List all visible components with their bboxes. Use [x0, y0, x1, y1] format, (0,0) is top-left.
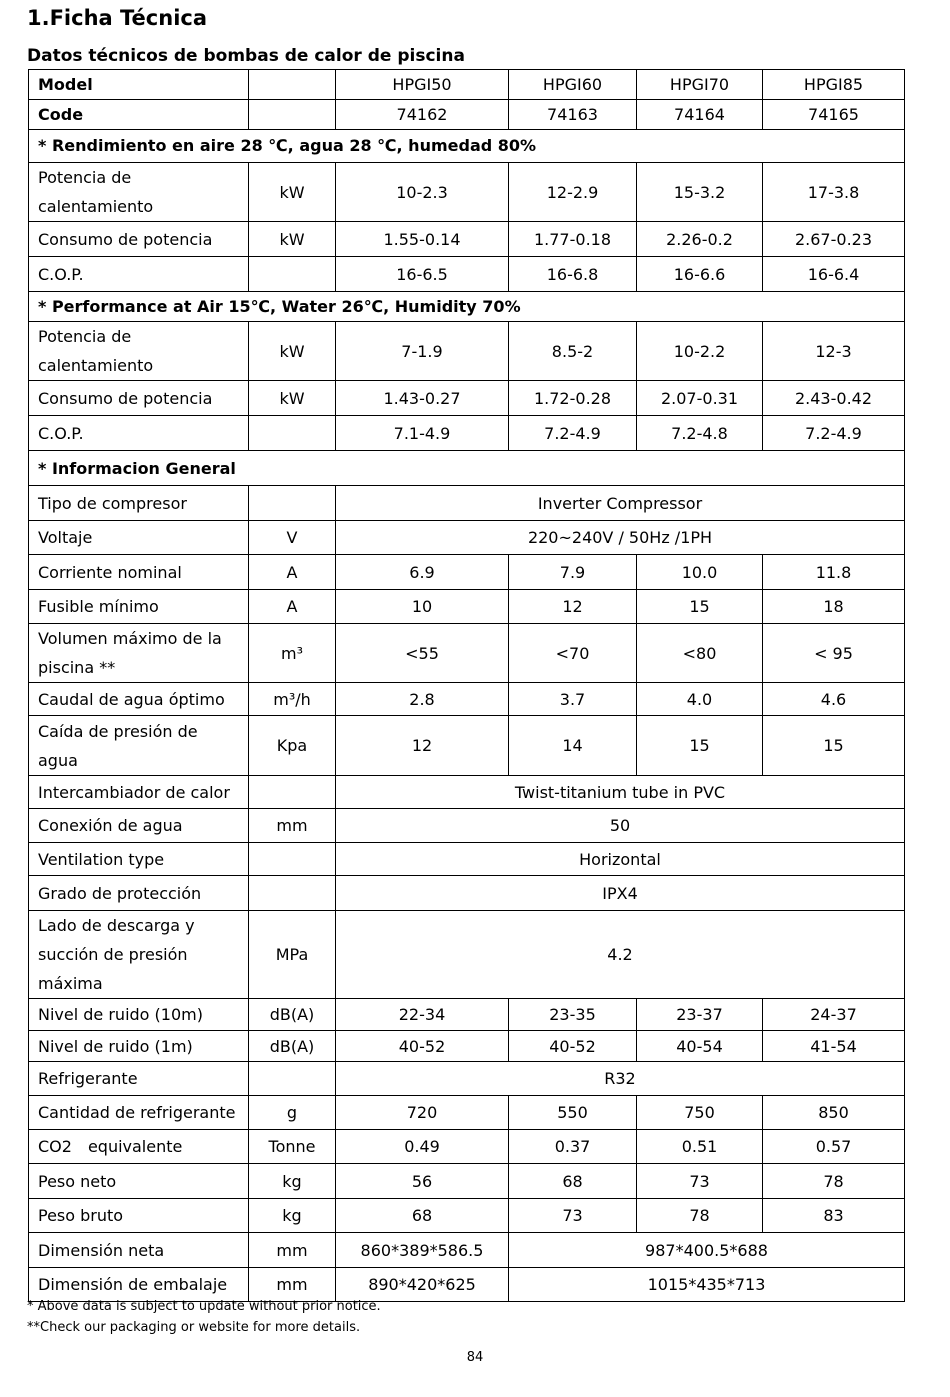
- cell-value: 0.51: [637, 1130, 763, 1164]
- row-unit: A: [249, 555, 336, 590]
- cell-value: 23-35: [509, 999, 637, 1031]
- row-label: Potencia de calentamiento: [29, 322, 249, 381]
- cell-value: 3.7: [509, 683, 637, 716]
- cell-value: 18: [763, 590, 905, 624]
- table-row: [29, 776, 905, 809]
- cell-value: 74162: [336, 100, 509, 130]
- row-unit: [249, 257, 336, 292]
- cell-value: 7.9: [509, 555, 637, 590]
- row-unit: kW: [249, 381, 336, 416]
- table-row: [29, 683, 905, 716]
- cell-value: 23-37: [637, 999, 763, 1031]
- section-heading: * Rendimiento en aire 28 ℃, agua 28 ℃, humedad 80%: [29, 130, 905, 163]
- cell-value: 50: [336, 809, 905, 843]
- cell-value: 220~240V / 50Hz /1PH: [336, 521, 905, 555]
- row-unit: [249, 1062, 336, 1096]
- row-unit: kW: [249, 222, 336, 257]
- row-unit: [249, 416, 336, 451]
- cell-value: 68: [509, 1164, 637, 1199]
- table-row: [29, 876, 905, 911]
- cell-value: 10.0: [637, 555, 763, 590]
- cell-value: 16-6.4: [763, 257, 905, 292]
- table-row: [29, 1031, 905, 1062]
- section-row-performance-28: [29, 130, 905, 163]
- cell-value: 56: [336, 1164, 509, 1199]
- cell-value: 987*400.5*688: [509, 1233, 905, 1268]
- cell-value: 0.57: [763, 1130, 905, 1164]
- cell-value: 0.37: [509, 1130, 637, 1164]
- cell-value: 78: [637, 1199, 763, 1233]
- cell-value: 2.8: [336, 683, 509, 716]
- row-label: Potencia de calentamiento: [29, 163, 249, 222]
- table-row: [29, 222, 905, 257]
- cell-value: 73: [509, 1199, 637, 1233]
- cell-value: 2.67-0.23: [763, 222, 905, 257]
- table-row: [29, 1130, 905, 1164]
- cell-value: 6.9: [336, 555, 509, 590]
- cell-value: 83: [763, 1199, 905, 1233]
- row-unit: kg: [249, 1199, 336, 1233]
- cell-value: 4.0: [637, 683, 763, 716]
- cell-value: 1015*435*713: [509, 1268, 905, 1302]
- row-label: Tipo de compresor: [29, 486, 249, 521]
- cell-value: 24-37: [763, 999, 905, 1031]
- cell-value: < 95: [763, 624, 905, 683]
- cell-value: 12-3: [763, 322, 905, 381]
- spec-table: [28, 69, 905, 1302]
- row-label: Consumo de potencia: [29, 222, 249, 257]
- cell-value: 7.2-4.8: [637, 416, 763, 451]
- table-row: [29, 1199, 905, 1233]
- cell-value: 11.8: [763, 555, 905, 590]
- row-label: Fusible mínimo: [29, 590, 249, 624]
- cell-value: 10-2.3: [336, 163, 509, 222]
- cell-value: 7.2-4.9: [763, 416, 905, 451]
- table-row: [29, 590, 905, 624]
- cell-value: 12-2.9: [509, 163, 637, 222]
- cell-value: 41-54: [763, 1031, 905, 1062]
- row-unit: kW: [249, 322, 336, 381]
- cell-value: IPX4: [336, 876, 905, 911]
- row-unit: m³/h: [249, 683, 336, 716]
- model-hpgi70: HPGI70: [637, 70, 763, 100]
- cell-value: 7.2-4.9: [509, 416, 637, 451]
- table-row: [29, 624, 905, 683]
- cell-value: 550: [509, 1096, 637, 1130]
- cell-value: 17-3.8: [763, 163, 905, 222]
- row-label: Nivel de ruido (1m): [29, 1031, 249, 1062]
- section-row-general: [29, 451, 905, 486]
- cell-value: 8.5-2: [509, 322, 637, 381]
- table-row: [29, 809, 905, 843]
- cell-value: 1.55-0.14: [336, 222, 509, 257]
- row-label: Corriente nominal: [29, 555, 249, 590]
- table-row-model: [29, 70, 905, 100]
- cell-value: 74165: [763, 100, 905, 130]
- row-label: Grado de protección: [29, 876, 249, 911]
- table-title: Datos técnicos de bombas de calor de piscina: [27, 46, 465, 66]
- row-label: C.O.P.: [29, 257, 249, 292]
- row-label: Cantidad de refrigerante: [29, 1096, 249, 1130]
- cell-value: 7.1-4.9: [336, 416, 509, 451]
- table-row: [29, 716, 905, 776]
- cell-value: 10: [336, 590, 509, 624]
- cell-value: 40-54: [637, 1031, 763, 1062]
- cell-value: 40-52: [509, 1031, 637, 1062]
- row-label: Refrigerante: [29, 1062, 249, 1096]
- row-label: Dimensión de embalaje: [29, 1268, 249, 1302]
- row-unit: mm: [249, 1233, 336, 1268]
- row-label: Lado de descarga y succión de presión máxima: [29, 911, 249, 999]
- cell-value: 2.07-0.31: [637, 381, 763, 416]
- cell-value: 2.43-0.42: [763, 381, 905, 416]
- cell-value: 15-3.2: [637, 163, 763, 222]
- table-row: [29, 1164, 905, 1199]
- row-unit: [249, 776, 336, 809]
- cell-value: 860*389*586.5: [336, 1233, 509, 1268]
- section-heading: * Informacion General: [29, 451, 905, 486]
- model-hpgi85: HPGI85: [763, 70, 905, 100]
- table-row: [29, 911, 905, 999]
- table-row: [29, 322, 905, 381]
- row-label: Consumo de potencia: [29, 381, 249, 416]
- row-unit: [249, 486, 336, 521]
- row-label: CO2 equivalente: [29, 1130, 249, 1164]
- cell-value: <55: [336, 624, 509, 683]
- row-label: Caudal de agua óptimo: [29, 683, 249, 716]
- cell-value: 850: [763, 1096, 905, 1130]
- table-row: [29, 416, 905, 451]
- row-label: Model: [29, 70, 249, 100]
- cell-value: 73: [637, 1164, 763, 1199]
- row-unit: mm: [249, 1268, 336, 1302]
- row-unit: MPa: [249, 911, 336, 999]
- row-unit: mm: [249, 809, 336, 843]
- row-unit: dB(A): [249, 1031, 336, 1062]
- cell-value: 40-52: [336, 1031, 509, 1062]
- cell-value: 0.49: [336, 1130, 509, 1164]
- row-unit: Tonne: [249, 1130, 336, 1164]
- section-row-performance-15: [29, 292, 905, 322]
- row-unit: Kpa: [249, 716, 336, 776]
- cell-value: 14: [509, 716, 637, 776]
- row-unit: m³: [249, 624, 336, 683]
- cell-value: 1.72-0.28: [509, 381, 637, 416]
- row-unit: dB(A): [249, 999, 336, 1031]
- cell-value: 720: [336, 1096, 509, 1130]
- cell-value: 12: [336, 716, 509, 776]
- table-row: [29, 999, 905, 1031]
- table-row: [29, 486, 905, 521]
- row-label: Peso bruto: [29, 1199, 249, 1233]
- cell-value: 15: [637, 590, 763, 624]
- table-row: [29, 381, 905, 416]
- cell-value: 4.6: [763, 683, 905, 716]
- row-unit: [249, 876, 336, 911]
- cell-value: 16-6.8: [509, 257, 637, 292]
- cell-value: 15: [637, 716, 763, 776]
- table-row: [29, 1062, 905, 1096]
- cell-value: 2.26-0.2: [637, 222, 763, 257]
- model-hpgi50: HPGI50: [336, 70, 509, 100]
- cell-value: 15: [763, 716, 905, 776]
- cell-value: Inverter Compressor: [336, 486, 905, 521]
- row-unit: g: [249, 1096, 336, 1130]
- row-label: Dimensión neta: [29, 1233, 249, 1268]
- row-unit: [249, 70, 336, 100]
- footnote: * Above data is subject to update without prior notice.: [27, 1299, 381, 1314]
- row-label: Peso neto: [29, 1164, 249, 1199]
- cell-value: 74163: [509, 100, 637, 130]
- row-unit: V: [249, 521, 336, 555]
- table-row: [29, 257, 905, 292]
- cell-value: <80: [637, 624, 763, 683]
- row-label: Intercambiador de calor: [29, 776, 249, 809]
- cell-value: 16-6.6: [637, 257, 763, 292]
- cell-value: 12: [509, 590, 637, 624]
- table-row: [29, 1233, 905, 1268]
- cell-value: 1.77-0.18: [509, 222, 637, 257]
- cell-value: 10-2.2: [637, 322, 763, 381]
- cell-value: 7-1.9: [336, 322, 509, 381]
- row-unit: kg: [249, 1164, 336, 1199]
- row-label: Nivel de ruido (10m): [29, 999, 249, 1031]
- row-label: Volumen máximo de la piscina **: [29, 624, 249, 683]
- row-label: C.O.P.: [29, 416, 249, 451]
- cell-value: 74164: [637, 100, 763, 130]
- row-label: Ventilation type: [29, 843, 249, 876]
- cell-value: 890*420*625: [336, 1268, 509, 1302]
- table-row: [29, 555, 905, 590]
- cell-value: 1.43-0.27: [336, 381, 509, 416]
- cell-value: R32: [336, 1062, 905, 1096]
- cell-value: 78: [763, 1164, 905, 1199]
- page-number: 84: [466, 1350, 484, 1365]
- row-label: Conexión de agua: [29, 809, 249, 843]
- model-hpgi60: HPGI60: [509, 70, 637, 100]
- table-row-code: [29, 100, 905, 130]
- cell-value: 68: [336, 1199, 509, 1233]
- cell-value: 22-34: [336, 999, 509, 1031]
- footnotes: [27, 1296, 381, 1338]
- row-unit: [249, 100, 336, 130]
- cell-value: 4.2: [336, 911, 905, 999]
- row-unit: [249, 843, 336, 876]
- table-row: [29, 521, 905, 555]
- cell-value: Horizontal: [336, 843, 905, 876]
- cell-value: Twist-titanium tube in PVC: [336, 776, 905, 809]
- table-row: [29, 843, 905, 876]
- cell-value: 750: [637, 1096, 763, 1130]
- section-heading: * Performance at Air 15℃, Water 26℃, Humidity 70%: [29, 292, 905, 322]
- table-row: [29, 1096, 905, 1130]
- row-unit: A: [249, 590, 336, 624]
- row-label: Caída de presión de agua: [29, 716, 249, 776]
- table-row: [29, 163, 905, 222]
- page-title: 1.Ficha Técnica: [27, 6, 208, 30]
- row-unit: kW: [249, 163, 336, 222]
- cell-value: 16-6.5: [336, 257, 509, 292]
- row-label: Voltaje: [29, 521, 249, 555]
- row-label: Code: [29, 100, 249, 130]
- cell-value: <70: [509, 624, 637, 683]
- footnote: **Check our packaging or website for more details.: [27, 1320, 361, 1335]
